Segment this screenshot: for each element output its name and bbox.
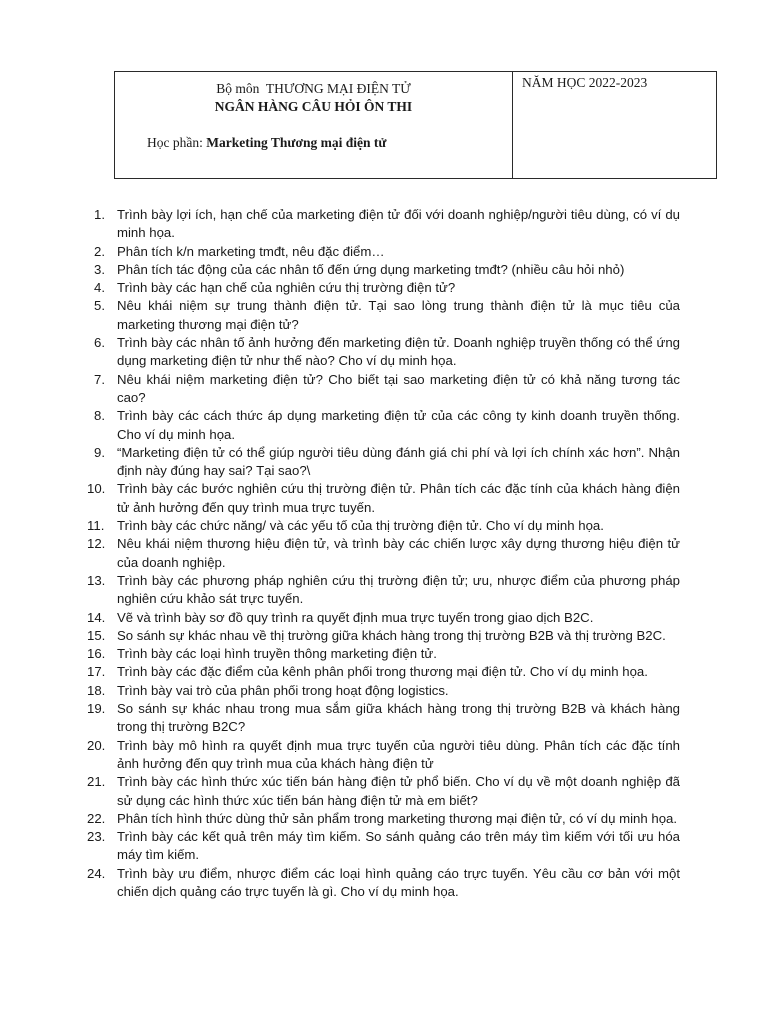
question-number: 11. (87, 518, 105, 534)
question-item (0, 663, 768, 681)
question-number: 14. (87, 609, 106, 625)
question-text: Nêu khái niệm marketing điện tử? Cho biết tại sao marketing điện tử có khả năng tương tác cao? (117, 371, 680, 405)
question-item (0, 828, 768, 865)
question-item (0, 444, 768, 481)
question-item (0, 480, 768, 517)
question-list (0, 206, 768, 901)
question-text: Trình bày các bước nghiên cứu thị trường điện tử. Phân tích các đặc tính của khách hàng điện tử ảnh hưởng đến quy trình mua trực tuyến. (117, 481, 680, 515)
header-right-cell (513, 72, 716, 178)
question-number: 20. (87, 737, 106, 753)
question-item (0, 627, 768, 645)
header-table (114, 71, 717, 179)
question-item (0, 407, 768, 444)
question-text: Trình bày mô hình ra quyết định mua trực tuyến của người tiêu dùng. Phân tích các đặc tính ảnh hưởng đến quy trình mua của khách hàng điện tử (117, 737, 680, 771)
question-item (0, 609, 768, 627)
question-text: Nêu khái niệm thương hiệu điện tử, và trình bày các chiến lược xây dựng thương hiệu điện tử của doanh nghiệp. (117, 536, 680, 570)
question-text: “Marketing điện tử có thể giúp người tiêu dùng đánh giá chi phí và lợi ích chính xác hơn”. Nhận định này đúng hay sai? Tại sao?\ (117, 444, 680, 479)
question-number: 22. (87, 810, 106, 826)
department-line (115, 81, 512, 97)
question-text: Trình bày các đặc điểm của kênh phân phối trong thương mại điện tử. Cho ví dụ minh họa. (117, 664, 648, 680)
course-line (147, 135, 386, 151)
header-left-cell (115, 72, 513, 178)
question-number: 3. (94, 261, 105, 277)
question-item (0, 243, 768, 261)
question-item (0, 865, 768, 902)
question-item (0, 572, 768, 609)
question-number: 18. (87, 682, 106, 698)
question-number: 10. (87, 481, 106, 497)
question-number: 7. (94, 371, 105, 387)
question-number: 1. (94, 207, 105, 222)
question-text: So sánh sự khác nhau về thị trường giữa khách hàng trong thị trường B2B và thị trường B2C. (117, 627, 666, 643)
question-item (0, 206, 768, 243)
question-text: Trình bày các cách thức áp dụng marketing điện tử của các công ty kinh doanh truyền thống. Cho ví dụ minh họa. (117, 408, 680, 442)
question-number: 2. (94, 243, 105, 259)
question-number: 8. (94, 408, 105, 424)
question-text: Phân tích k/n marketing tmđt, nêu đặc điểm… (117, 243, 385, 259)
question-item (0, 535, 768, 572)
question-item (0, 737, 768, 774)
question-item (0, 773, 768, 810)
question-text: Trình bày các phương pháp nghiên cứu thị trường điện tử; ưu, nhược điểm của phương pháp nghiên cứu khảo sát trực tuyến. (117, 572, 680, 607)
question-number: 4. (94, 280, 105, 296)
question-number: 12. (87, 536, 106, 552)
school-year: NĂM HỌC 2022-2023 (522, 75, 648, 90)
question-text: Trình bày các nhân tố ảnh hưởng đến marketing điện tử. Doanh nghiệp truyền thống có thể ứng dụng marketing điện tử như thế nào? Cho ví dụ minh họa. (117, 335, 680, 369)
question-bank-title: NGÂN HÀNG CÂU HỎI ÔN THI (214, 99, 413, 114)
question-text: Trình bày các chức năng/ và các yếu tố của thị trường điện tử. Cho ví dụ minh họa. (117, 518, 604, 534)
question-number: 19. (87, 701, 106, 717)
question-number: 24. (87, 865, 106, 881)
question-number: 17. (87, 664, 106, 680)
question-text: Phân tích hình thức dùng thử sản phẩm trong marketing thương mại điện tử, có ví dụ minh họa. (117, 810, 678, 826)
question-text: Trình bày lợi ích, hạn chế của marketing điện tử đối với doanh nghiệp/người tiêu dùng, có ví dụ minh họa. (117, 207, 680, 241)
question-item (0, 334, 768, 371)
question-number: 23. (87, 829, 106, 845)
course-name: Marketing Thương mại điện tử (206, 135, 387, 150)
question-item (0, 261, 768, 279)
question-text: Trình bày ưu điểm, nhược điểm các loại hình quảng cáo trực tuyến. Yêu cầu cơ bản với một chiến dịch quảng cáo trực tuyến là gì. Cho ví dụ minh họa. (117, 865, 680, 899)
question-item (0, 682, 768, 700)
question-text: Trình bày các kết quả trên máy tìm kiếm. So sánh quảng cáo trên máy tìm kiếm với tối ưu hóa máy tìm kiếm. (117, 829, 680, 863)
question-text: Nêu khái niệm sự trung thành điện tử. Tại sao lòng trung thành điện tử là mục tiêu của marketing thương mại điện tử? (117, 298, 680, 332)
question-number: 21. (87, 774, 106, 790)
question-text: Vẽ và trình bày sơ đồ quy trình ra quyết định mua trực tuyến trong giao dịch B2C. (117, 609, 594, 625)
question-number: 16. (87, 646, 106, 662)
question-text: Trình bày các hạn chế của nghiên cứu thị trường điện tử? (117, 280, 456, 296)
question-number: 5. (94, 298, 105, 314)
question-text: Trình bày các loại hình truyền thông marketing điện tử. (117, 646, 437, 662)
question-item (0, 645, 768, 663)
question-item (0, 700, 768, 737)
question-text: So sánh sự khác nhau trong mua sắm giữa khách hàng trong thị trường B2B và khách hàng trong thị trường B2C? (117, 701, 680, 735)
question-item (0, 810, 768, 828)
question-text: Phân tích tác động của các nhân tố đến ứng dụng marketing tmđt? (nhiều câu hỏi nhỏ) (117, 261, 625, 277)
question-item (0, 371, 768, 408)
question-item (0, 279, 768, 297)
question-item (0, 517, 768, 535)
question-number: 15. (87, 627, 106, 643)
course-label: Học phần: (147, 135, 203, 150)
question-number: 9. (94, 444, 105, 460)
question-item (0, 297, 768, 334)
department-prefix: Bộ môn (216, 81, 260, 96)
question-text: Trình bày các hình thức xúc tiến bán hàng điện tử phổ biến. Cho ví dụ về một doanh nghiệp đã sử dụng các hình thức xúc tiến bán hàng điện tử mà em biết? (117, 774, 680, 808)
question-number: 13. (87, 572, 106, 588)
question-number: 6. (94, 335, 105, 351)
department-name: THƯƠNG MẠI ĐIỆN TỬ (265, 81, 411, 96)
question-text: Trình bày vai trò của phân phối trong hoạt động logistics. (117, 682, 449, 698)
